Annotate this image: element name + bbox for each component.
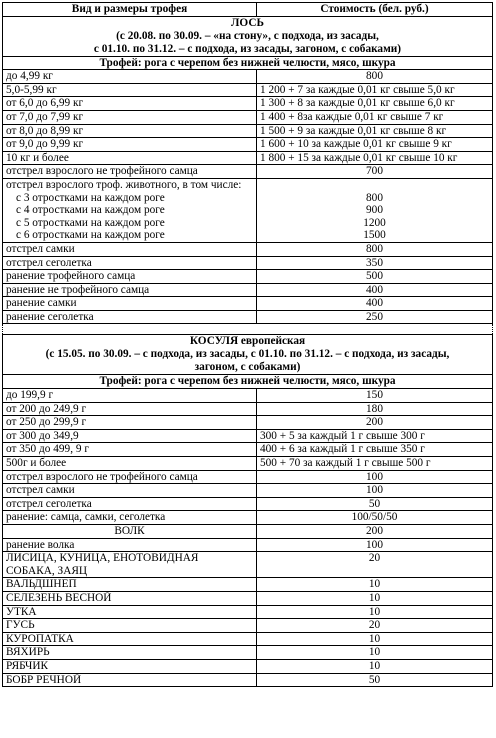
row-label: ВЯХИРЬ xyxy=(3,646,257,660)
adult-sub-value: 1500 xyxy=(363,229,386,242)
row-value: 100 xyxy=(257,470,493,484)
row-value: 800 xyxy=(257,242,493,256)
table-row xyxy=(3,124,493,138)
row-label: СЕЛЕЗЕНЬ ВЕСНОЙ xyxy=(3,591,257,605)
row-label: отстрел самки xyxy=(3,484,257,498)
table-row xyxy=(3,297,493,311)
fox-label-line1: ЛИСИЦА, КУНИЦА, ЕНОТОВИДНАЯ xyxy=(6,552,199,565)
adult-sub-label: с 3 отростками на каждом роге xyxy=(16,191,165,204)
fox-row xyxy=(3,552,493,578)
table-row xyxy=(3,659,493,673)
row-label: КУРОПАТКА xyxy=(3,632,257,646)
table-row xyxy=(3,632,493,646)
wolf-label: ВОЛК xyxy=(3,525,257,539)
trophy-price-table xyxy=(2,2,493,687)
row-label: РЯБЧИК xyxy=(3,659,257,673)
row-label: ранение сеголетка xyxy=(3,310,257,324)
row-value: 10 xyxy=(257,659,493,673)
roe-section-header xyxy=(3,335,493,375)
row-value: 350 xyxy=(257,256,493,270)
table-row xyxy=(3,646,493,660)
row-value: 10 xyxy=(257,632,493,646)
row-value: 500 + 70 за каждый 1 г свыше 500 г xyxy=(257,457,493,471)
table-row xyxy=(3,402,493,416)
table-row xyxy=(3,270,493,284)
table-row xyxy=(3,165,493,179)
table-row xyxy=(3,242,493,256)
row-value: 180 xyxy=(257,402,493,416)
fox-label-line2: СОБАКА, ЗАЯЦ xyxy=(6,564,88,577)
moose-adult-label: отстрел взрослого троф. животного, в том числе: xyxy=(6,178,242,191)
table-row xyxy=(3,138,493,152)
row-value: 1 500 + 9 за каждые 0,01 кг свыше 8 кг xyxy=(257,124,493,138)
wolf-wound-label: ранение волка xyxy=(3,538,257,552)
section-gap xyxy=(3,324,493,335)
roe-season-line2: загоном, с собаками) xyxy=(194,361,301,374)
row-label: ранение трофейного самца xyxy=(3,270,257,284)
row-label: от 350 до 499, 9 г xyxy=(3,443,257,457)
row-label: 10 кг и более xyxy=(3,151,257,165)
table-row xyxy=(3,591,493,605)
table-row xyxy=(3,497,493,511)
row-label: 500г и более xyxy=(3,457,257,471)
row-value: 250 xyxy=(257,310,493,324)
adult-sub-value: 900 xyxy=(366,204,383,217)
moose-trophy-desc: Трофей: рога с черепом без нижней челюсти, мясо, шкура xyxy=(3,56,493,70)
table-row xyxy=(3,256,493,270)
row-value: 100/50/50 xyxy=(257,511,493,525)
adult-sub-value: 800 xyxy=(366,191,383,204)
row-label: от 250 до 299,9 г xyxy=(3,416,257,430)
row-value: 100 xyxy=(257,484,493,498)
row-value: 50 xyxy=(257,497,493,511)
roe-trophy-row xyxy=(3,375,493,389)
row-value: 10 xyxy=(257,578,493,592)
row-label: отстрел самки xyxy=(3,242,257,256)
table-row xyxy=(3,310,493,324)
table-row xyxy=(3,605,493,619)
moose-adult-sub-labels xyxy=(6,192,253,242)
table-row xyxy=(3,83,493,97)
row-value: 150 xyxy=(257,389,493,403)
row-label: от 6,0 до 6,99 кг xyxy=(3,97,257,111)
row-label: 5,0-5,99 кг xyxy=(3,83,257,97)
table-row xyxy=(3,70,493,84)
moose-rows xyxy=(3,70,493,179)
row-label: ранение самки xyxy=(3,297,257,311)
row-label: ранение не трофейного самца xyxy=(3,283,257,297)
row-label: ВАЛЬДШНЕП xyxy=(3,578,257,592)
moose-adult-trophy-row xyxy=(3,178,493,242)
row-label: БОБР РЕЧНОЙ xyxy=(3,673,257,687)
table-row xyxy=(3,470,493,484)
adult-sub-label: с 5 отростками на каждом роге xyxy=(16,216,165,229)
moose-title: ЛОСЬ xyxy=(231,16,264,29)
row-label: отстрел взрослого не трофейного самца xyxy=(3,470,257,484)
wolf-row xyxy=(3,525,493,539)
row-value: 400 + 6 за каждый 1 г свыше 350 г xyxy=(257,443,493,457)
row-value: 400 xyxy=(257,297,493,311)
row-label: ГУСЬ xyxy=(3,619,257,633)
table-row xyxy=(3,110,493,124)
table-row xyxy=(3,511,493,525)
row-value: 1 400 + 8за каждые 0,01 кг свыше 7 кг xyxy=(257,110,493,124)
header-trophy-type: Вид и размеры трофея xyxy=(3,3,257,17)
table-row xyxy=(3,484,493,498)
table-row xyxy=(3,416,493,430)
row-label: от 9,0 до 9,99 кг xyxy=(3,138,257,152)
row-value: 1 200 + 7 за каждые 0,01 кг свыше 5,0 кг xyxy=(257,83,493,97)
adult-sub-label: с 4 отростками на каждом роге xyxy=(16,204,165,217)
wolf-value: 200 xyxy=(257,525,493,539)
wolf-wound-row xyxy=(3,538,493,552)
row-value: 800 xyxy=(257,70,493,84)
moose-season-line2: с 01.10. по 31.12. – с подхода, из засады, загоном, с собаками) xyxy=(93,42,402,55)
row-label: ранение: самца, самки, сеголетка xyxy=(3,511,257,525)
moose-section-header xyxy=(3,16,493,56)
table-row xyxy=(3,389,493,403)
table-row xyxy=(3,457,493,471)
row-label: УТКА xyxy=(3,605,257,619)
row-label: отстрел сеголетка xyxy=(3,256,257,270)
row-value: 700 xyxy=(257,165,493,179)
table-row xyxy=(3,283,493,297)
row-label: отстрел взрослого не трофейного самца xyxy=(3,165,257,179)
row-value: 200 xyxy=(257,416,493,430)
row-value: 1 600 + 10 за каждые 0,01 кг свыше 9 кг xyxy=(257,138,493,152)
row-label: от 8,0 до 8,99 кг xyxy=(3,124,257,138)
table-row xyxy=(3,151,493,165)
row-label: до 4,99 кг xyxy=(3,70,257,84)
row-label: от 300 до 349,9 xyxy=(3,429,257,443)
row-value: 500 xyxy=(257,270,493,284)
moose-adult-sub-values xyxy=(260,192,489,242)
bird-rows xyxy=(3,578,493,687)
row-value: 400 xyxy=(257,283,493,297)
row-value: 50 xyxy=(257,673,493,687)
row-label: от 200 до 249,9 г xyxy=(3,402,257,416)
table-row xyxy=(3,619,493,633)
table-header-row xyxy=(3,3,493,17)
table-row xyxy=(3,97,493,111)
header-cost: Стоимость (бел. руб.) xyxy=(257,3,493,17)
moose-rows-2 xyxy=(3,242,493,324)
row-value: 10 xyxy=(257,591,493,605)
row-value: 20 xyxy=(257,619,493,633)
roe-season-line1: (с 15.05. по 30.09. – с подхода, из засады, с 01.10. по 31.12. – с подхода, из засады, xyxy=(45,348,450,361)
row-value: 300 + 5 за каждый 1 г свыше 300 г xyxy=(257,429,493,443)
row-value: 1 800 + 15 за каждые 0,01 кг свыше 10 кг xyxy=(257,151,493,165)
moose-trophy-row xyxy=(3,56,493,70)
adult-sub-label: с 6 отростками на каждом роге xyxy=(16,229,165,242)
roe-title: КОСУЛЯ европейская xyxy=(189,335,306,348)
wolf-wound-value: 100 xyxy=(257,538,493,552)
moose-season-line1: (с 20.08. по 30.09. – «на стону», с подхода, из засады, xyxy=(116,29,379,42)
roe-trophy-desc: Трофей: рога с черепом без нижней челюсти, мясо, шкура xyxy=(3,375,493,389)
table-row xyxy=(3,429,493,443)
row-label: от 7,0 до 7,99 кг xyxy=(3,110,257,124)
table-row xyxy=(3,673,493,687)
table-row xyxy=(3,443,493,457)
table-row xyxy=(3,578,493,592)
row-value: 1 300 + 8 за каждые 0,01 кг свыше 6,0 кг xyxy=(257,97,493,111)
adult-sub-value: 1200 xyxy=(363,216,386,229)
roe-rows xyxy=(3,389,493,525)
row-label: до 199,9 г xyxy=(3,389,257,403)
fox-value: 20 xyxy=(257,552,493,578)
row-value: 10 xyxy=(257,605,493,619)
row-value: 10 xyxy=(257,646,493,660)
price-document xyxy=(2,2,493,687)
row-label: отстрел сеголетка xyxy=(3,497,257,511)
